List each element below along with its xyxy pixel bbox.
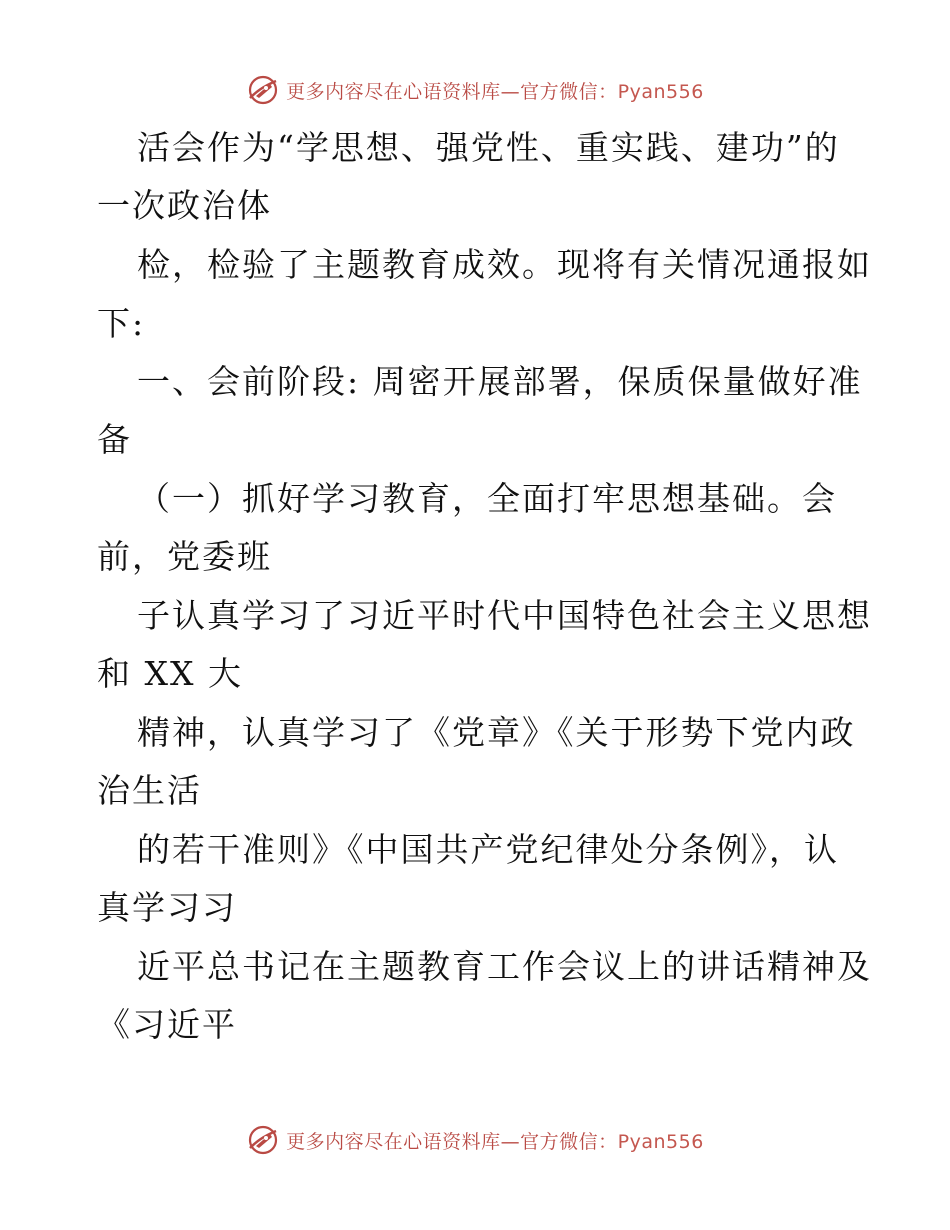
text-line-4: 下:	[97, 304, 146, 343]
text-line-5: 一、会前阶段: 周密开展部署，保质保量做好准	[137, 362, 863, 401]
watermark-text: 更多内容尽在心语资料库—官方微信：	[286, 80, 618, 103]
text-line-12: 治生活	[97, 771, 202, 810]
text-line-9: 子认真学习了习近平时代中国特色社会主义思想	[137, 596, 872, 635]
footer-watermark	[0, 1120, 950, 1160]
text-line-10: 和 XX 大	[97, 654, 243, 693]
watermark-wechat-id: Pyan556	[617, 80, 704, 103]
text-line-15: 近平总书记在主题教育工作会议上的讲话精神及	[137, 947, 872, 986]
pen-logo-icon	[246, 1123, 280, 1157]
text-line-7: （一）抓好学习教育，全面打牢思想基础。会	[137, 479, 837, 518]
watermark-text: 更多内容尽在心语资料库—官方微信：	[286, 1130, 618, 1153]
text-line-11: 精神，认真学习了《党章》《关于形势下党内政	[137, 713, 856, 752]
watermark-wechat-id: Pyan556	[617, 1130, 704, 1153]
text-line-16: 《习近平	[97, 1005, 237, 1044]
text-line-13: 的若干准则》《中国共产党纪律处分条例》，认	[137, 830, 839, 869]
text-line-14: 真学习习	[97, 888, 237, 927]
text-line-1: 活会作为“学思想、强党性、重实践、建功”的	[137, 128, 840, 167]
text-line-6: 备	[97, 420, 132, 459]
text-line-8: 前，党委班	[97, 537, 272, 576]
text-line-3: 检，检验了主题教育成效。现将有关情况通报如	[137, 245, 872, 284]
text-line-2: 一次政治体	[97, 186, 272, 225]
